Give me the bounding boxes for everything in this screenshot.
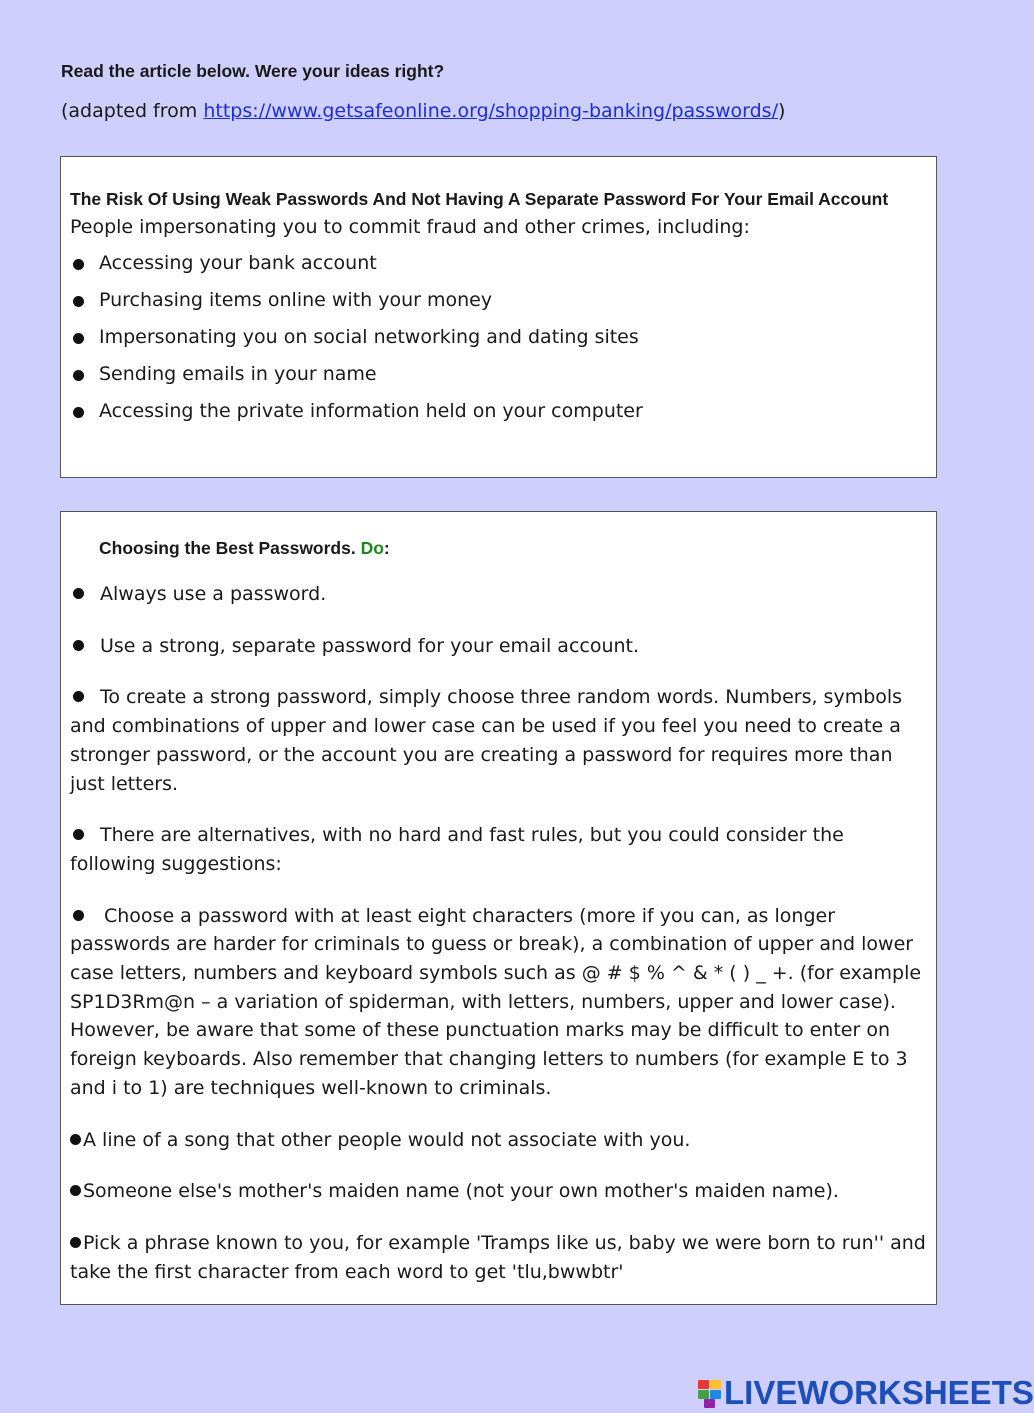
list-item: Someone else's mother's maiden name (not your own mother's maiden name). xyxy=(70,1177,927,1206)
risk-heading: The Risk Of Using Weak Passwords And Not Having A Separate Password For Your Email Account xyxy=(70,189,889,209)
logo-text: LIVEWORKSHEETS xyxy=(724,1374,1034,1411)
bullet-icon xyxy=(73,370,84,381)
best-passwords-box xyxy=(60,511,937,1305)
bullet-icon xyxy=(73,407,84,418)
list-item: There are alternatives, with no hard and fast rules, but you could consider the following suggestions: xyxy=(70,824,844,875)
list-item: Use a strong, separate password for your email account. xyxy=(70,632,927,661)
do-label: Do xyxy=(360,538,384,558)
list-item: A line of a song that other people would not associate with you. xyxy=(70,1126,927,1155)
source-link[interactable]: https://www.getsafeonline.org/shopping-banking/passwords/ xyxy=(203,100,778,122)
bullet-icon xyxy=(70,1134,81,1145)
list-item: To create a strong password, simply choose three random words. Numbers, symbols and combinations of upper and lower case can be used if you feel you need to create a stronger password, or the account you are creating a password for requires more than just letters. xyxy=(70,686,903,795)
liveworksheets-logo xyxy=(698,1374,1034,1411)
logo-icon xyxy=(698,1378,722,1408)
source-prefix: (adapted from xyxy=(61,100,204,122)
list-item: Choose a password with at least eight characters (more if you can, as longer passwords are harder for criminals to guess or break), a combination of upper and lower case letters, numbers and keyboard symbols such as @ # $ % ^ & * ( ) _ +. (for example SP1D3Rm@n – a variation of spiderman, with letters, numbers, upper and lower case). However, be aware that some of these punctuation marks may be difficult to enter on foreign keyboards. Also remember that changing letters to numbers (for example E to 3 and i to 1) are techniques well-known to criminals. xyxy=(70,904,922,1099)
risk-list xyxy=(70,245,927,430)
bullet-icon xyxy=(70,1185,81,1196)
list-item: Purchasing items online with your money xyxy=(70,282,927,319)
list-item: Always use a password. xyxy=(70,580,927,609)
bullet-icon xyxy=(73,691,84,702)
bullet-icon xyxy=(70,1237,81,1248)
list-item: Pick a phrase known to you, for example 'Tramps like us, baby we were born to run'' and take the first character from each word to get 'tlu,bwwbtr' xyxy=(70,1231,926,1283)
risk-intro: People impersonating you to commit fraud and other crimes, including: xyxy=(70,216,750,238)
risk-box xyxy=(60,156,937,478)
list-item: Sending emails in your name xyxy=(70,356,927,393)
bullet-icon xyxy=(73,296,84,307)
source-line xyxy=(61,100,785,122)
source-suffix: ) xyxy=(778,100,786,122)
bullet-icon xyxy=(73,640,84,651)
bullet-icon xyxy=(73,259,84,270)
list-item: Accessing the private information held on your computer xyxy=(70,393,927,430)
bullet-icon xyxy=(73,910,84,921)
list-item: Accessing your bank account xyxy=(70,245,927,282)
bullet-icon xyxy=(73,829,84,840)
best-heading: Choosing the Best Passwords. Do: xyxy=(99,538,390,558)
instruction-heading: Read the article below. Were your ideas right? xyxy=(61,61,445,81)
bullet-icon xyxy=(73,588,84,599)
list-item: Impersonating you on social networking and dating sites xyxy=(70,319,927,356)
bullet-icon xyxy=(73,333,84,344)
